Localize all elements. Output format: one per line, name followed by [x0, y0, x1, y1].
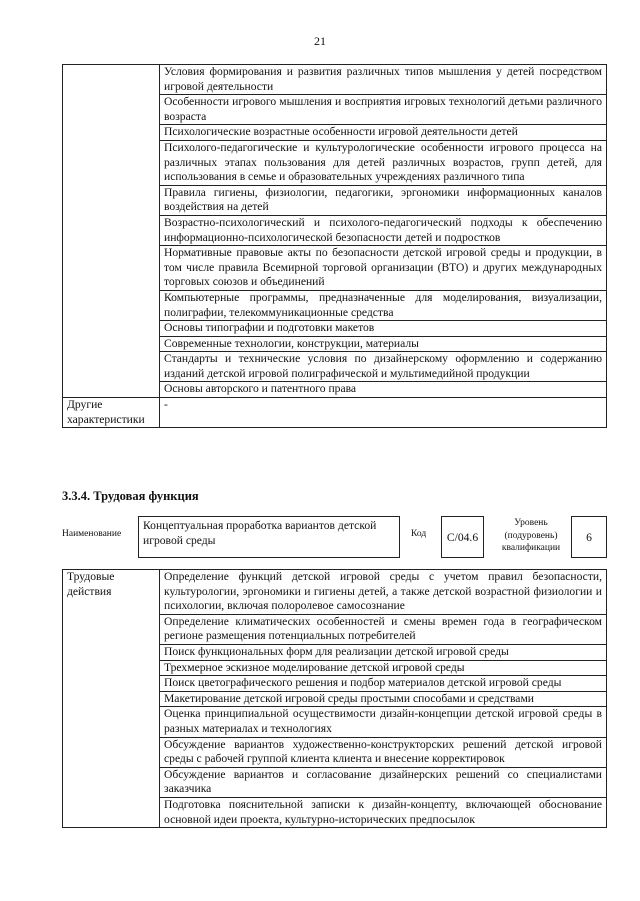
row-text: Поиск функциональных форм для реализации детской игровой среды [160, 644, 607, 660]
level-value: 6 [571, 516, 607, 558]
table-row [63, 570, 607, 615]
row-text: Особенности игрового мышления и восприятия игровых технологий детьми различного возраста [160, 95, 607, 125]
row-text: Правила гигиены, физиологии, педагогики, эргономики информационных каналов воздействия на детей [160, 185, 607, 215]
row-text: Определение климатических особенностей и смены времен года в географическом регионе размещения потенциальных потребителей [160, 614, 607, 644]
row-text: Возрастно-психологический и психолого-педагогический подходы к обеспечению информационно-психологической безопасности детей и подростков [160, 215, 607, 245]
level-label: Уровень (подуровень) квалификации [501, 518, 561, 553]
row-label: Трудовые действия [63, 570, 160, 828]
row-label [63, 65, 160, 398]
row-text: Подготовка пояснительной записки к дизайн-концепту, включающей обоснование основной идеи проекта, культурно-исторических предпосылок [160, 797, 607, 827]
row-text: Оценка принципиальной осуществимости дизайн-концепции детской игровой среды в разных материалах и технологиях [160, 707, 607, 737]
row-text: Стандарты и технические условия по дизайнерскому оформлению и содержанию изданий детской игровой полиграфической и мультимедийной продукции [160, 352, 607, 382]
function-header [62, 516, 607, 558]
row-text: Основы авторского и патентного права [160, 382, 607, 398]
row-text: Обсуждение вариантов художественно-конструкторских решений детской игровой среды с рабочей группой клиента клиента и внесение корректировок [160, 737, 607, 767]
code-label: Код [411, 529, 427, 539]
row-text: Макетирование детской игровой среды простыми способами и средствами [160, 691, 607, 707]
function-name: Концептуальная проработка вариантов детской игровой среды [138, 516, 400, 558]
work-actions-table [62, 569, 607, 828]
table-row [63, 65, 607, 95]
row-label: Другие характеристики [63, 398, 160, 428]
row-text: Компьютерные программы, предназначенные для моделирования, визуализации, полиграфии, телекоммуникационные средства [160, 290, 607, 320]
knowledge-table [62, 64, 607, 428]
row-text: Определение функций детской игровой среды с учетом правил безопасности, культурологии, эргономики и гигиены детей, а также детской возрастной физиологии и психологии, включая полоролевое самосознание [160, 570, 607, 615]
name-label: Наименование [62, 529, 122, 539]
row-text: Нормативные правовые акты по безопасности детской игровой среды и продукции, в том числе правила Всемирной торговой организации (ВТО) и других международных торговых союзов и объединений [160, 246, 607, 291]
row-text: Обсуждение вариантов и согласование дизайнерских решений со специалистами заказчика [160, 767, 607, 797]
table-row [63, 398, 607, 428]
row-text: Современные технологии, конструкции, материалы [160, 336, 607, 352]
row-text: Трехмерное эскизное моделирование детской игровой среды [160, 660, 607, 676]
row-text: Психолого-педагогические и культурологические особенности игрового процесса на различных этапах пользования для детей различных возрастов, групп детей, для использования в семье и образовательных учреждениях различного типа [160, 140, 607, 185]
code-value: C/04.6 [441, 516, 484, 558]
row-text: Психологические возрастные особенности игровой деятельности детей [160, 125, 607, 141]
row-text: - [160, 398, 607, 428]
row-text: Поиск цветографического решения и подбор материалов детской игровой среды [160, 676, 607, 692]
page-number: 21 [314, 34, 326, 48]
row-text: Основы типографии и подготовки макетов [160, 321, 607, 337]
section-heading: 3.3.4. Трудовая функция [62, 489, 199, 503]
row-text: Условия формирования и развития различных типов мышления у детей посредством игровой деятельности [160, 65, 607, 95]
